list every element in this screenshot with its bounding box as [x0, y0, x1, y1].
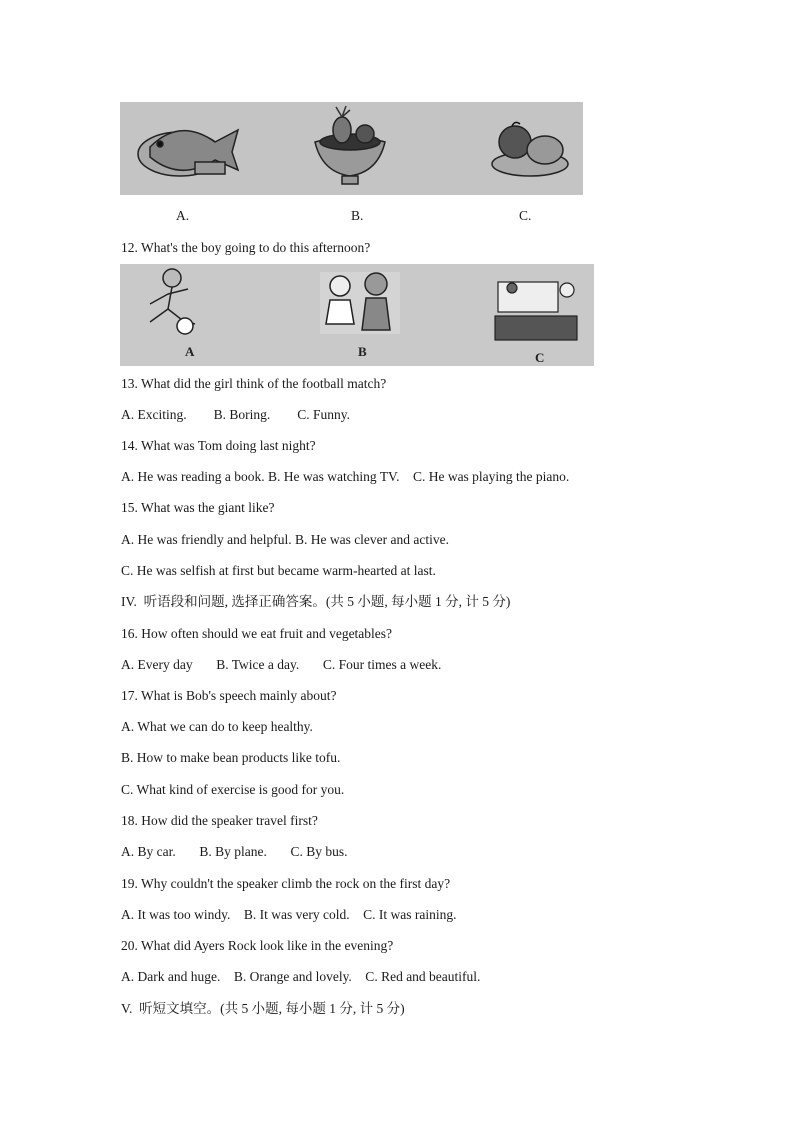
q11-image-strip — [120, 102, 583, 195]
q19-question: 19. Why couldn't the speaker climb the rock on the first day? — [121, 876, 451, 891]
q16-question: 16. How often should we eat fruit and vegetables? — [121, 626, 393, 641]
q14-question: 14. What was Tom doing last night? — [121, 438, 316, 453]
q15-answer-c: C. He was selfish at first but became warm-hearted at last. — [121, 563, 436, 578]
q11-option-b: B. — [351, 208, 364, 223]
q11-option-a: A. — [176, 208, 190, 223]
q14-answers: A. He was reading a book. B. He was watching TV. C. He was playing the piano. — [121, 469, 570, 484]
q15-question: 15. What was the giant like? — [121, 500, 275, 515]
q17-answer-c: C. What kind of exercise is good for you. — [121, 782, 345, 797]
fish-dish-icon — [138, 130, 238, 176]
q12-question: 12. What's the boy going to do this afternoon? — [121, 240, 371, 255]
q17-answer-a: A. What we can do to keep healthy. — [121, 719, 313, 734]
q13-answers: A. Exciting. B. Boring. C. Funny. — [121, 407, 351, 422]
fruit-bowl-icon — [315, 106, 385, 184]
football-player-icon — [150, 269, 195, 334]
classroom-lecture-icon — [495, 282, 577, 340]
q16-answers: A. Every day B. Twice a day. C. Four times a week. — [121, 657, 442, 672]
q12-image-strip — [120, 264, 594, 366]
q13-question: 13. What did the girl think of the football match? — [121, 376, 387, 391]
q12-option-c: C — [535, 350, 545, 365]
doctor-patient-icon — [320, 272, 400, 334]
section-5-heading: V. 听短文填空。(共 5 小题, 每小题 1 分, 计 5 分) — [121, 1001, 405, 1016]
q20-question: 20. What did Ayers Rock look like in the evening? — [121, 938, 394, 953]
q20-answers: A. Dark and huge. B. Orange and lovely. C. Red and beautiful. — [121, 969, 481, 984]
vegetable-bowl-icon — [492, 122, 568, 176]
q17-question: 17. What is Bob's speech mainly about? — [121, 688, 337, 703]
q19-answers: A. It was too windy. B. It was very cold. C. It was raining. — [121, 907, 457, 922]
q12-option-a: A — [185, 344, 195, 359]
q12-option-b: B — [358, 344, 367, 359]
q15-answer-a-b: A. He was friendly and helpful. B. He was clever and active. — [121, 532, 450, 547]
section-4-heading: IV. 听语段和问题, 选择正确答案。(共 5 小题, 每小题 1 分, 计 5 分) — [121, 594, 511, 609]
q18-answers: A. By car. B. By plane. C. By bus. — [121, 844, 348, 859]
q18-question: 18. How did the speaker travel first? — [121, 813, 318, 828]
q17-answer-b: B. How to make bean products like tofu. — [121, 750, 341, 765]
q11-option-c: C. — [519, 208, 532, 223]
